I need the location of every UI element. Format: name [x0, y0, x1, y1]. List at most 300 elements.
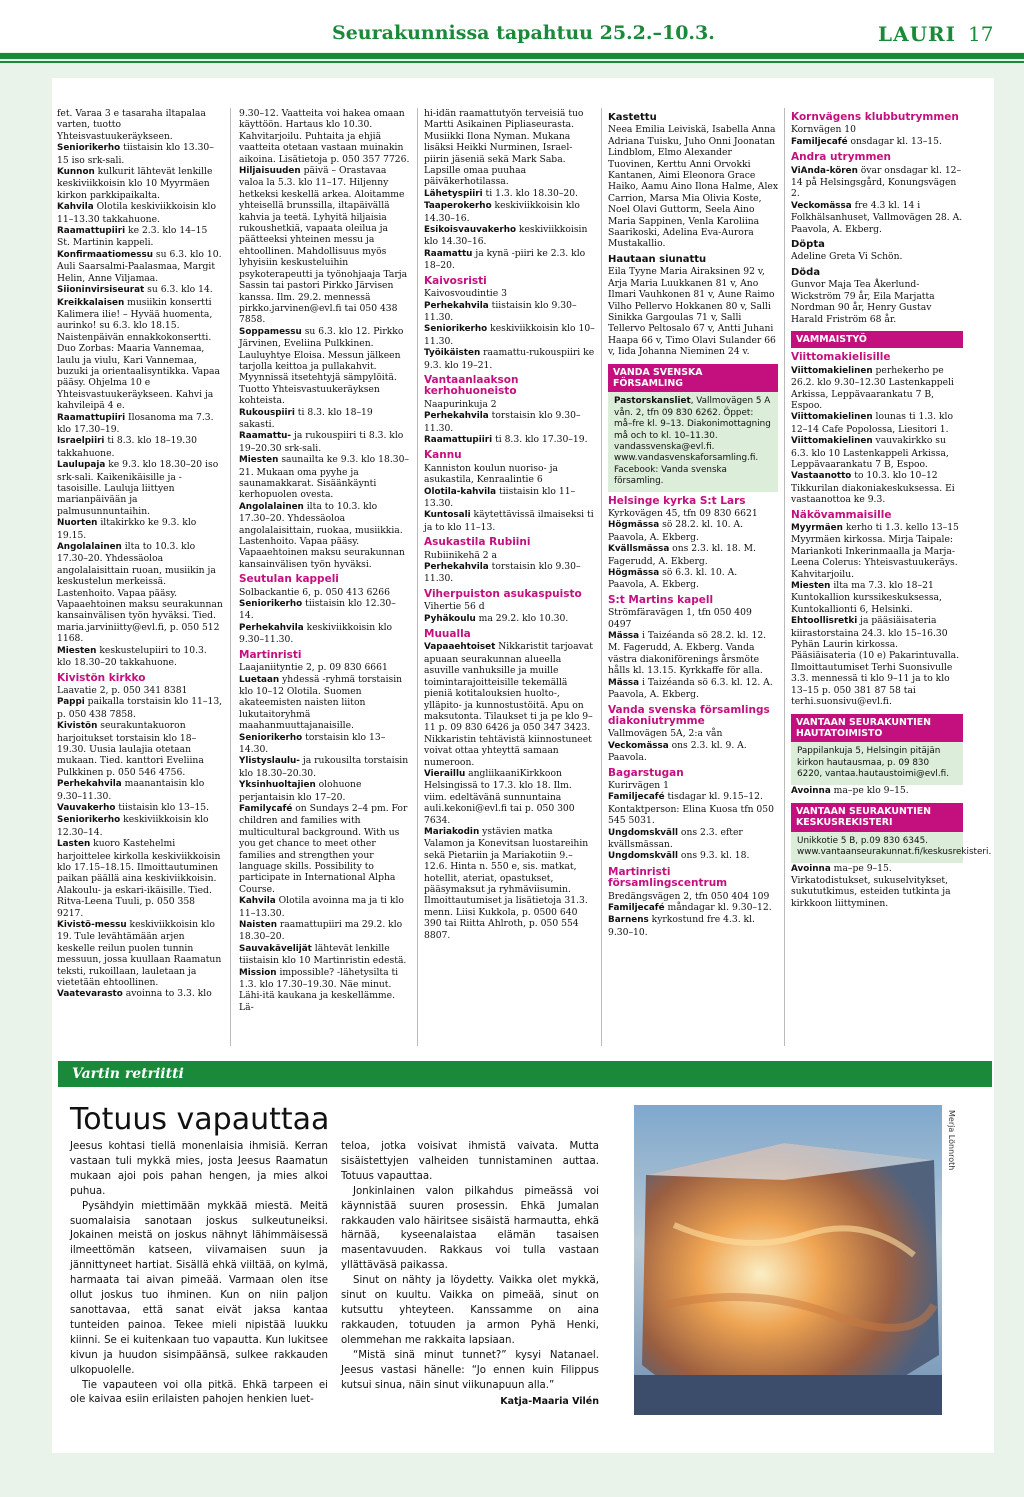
listing-lead: Laulupaja	[57, 460, 106, 471]
listing-text: sö 6.3. kl. 10. A. Paavola, A. Ekberg.	[608, 567, 738, 591]
section-heading: Kaivosristi	[424, 274, 487, 287]
column-divider	[230, 108, 231, 1046]
listing-text: tiistaisin klo 13.30–15 iso srk-sali.	[57, 142, 214, 166]
listing-text: lounas ti 1.3. klo 12–14 Cafe Popolossa, Liesitori 1.	[791, 411, 953, 435]
listing-text: perhekerho pe 26.2. klo 9.30–12.30 Lastenkappeli Arkissa, Leppävaarankatu 7 B, Espoo.	[791, 364, 954, 411]
listing-lead: Seniorikerho	[57, 815, 121, 826]
listing-text: on Sundays 2–4 pm. For children and families with multicultural background. With us you get chance to meet other families and strengthen your language skills. Possibility to participate in International Alpha Course.	[239, 802, 408, 895]
listing-text: lähtevät lenkille tiistaisin klo 10 Martinristin edestä.	[239, 942, 407, 967]
listing-lead: Perhekahvila	[424, 562, 489, 573]
listing-entry	[239, 779, 410, 803]
listing-lead: Pyhäkoulu	[424, 613, 476, 624]
listing-lead: Familjecafé	[608, 903, 665, 913]
listing-entry	[57, 142, 223, 166]
listing-lead: Perhekahvila	[424, 300, 489, 311]
listing-text: ma 29.2. klo 10.30.	[475, 612, 569, 624]
keskusrekisteri-open-label: Avoinna	[791, 863, 831, 874]
listing-entry	[57, 108, 223, 142]
listing-lead: Mission	[239, 967, 277, 978]
listing-entry	[57, 284, 223, 296]
listing-text: hi-idän raamattutyön terveisiä tuo Martti Asikainen Pipliaseurasta. Musiikki Ilona Nyman. Mukana lisäksi Heikki Nurminen, Israel-piirin jäseniä sekä Mark Saba. Lapsille omaa puuhaa päiväkerhotilassa.	[424, 108, 584, 188]
listing-lead: Vapaaehtoiset	[424, 642, 496, 653]
listing-entry	[57, 435, 223, 459]
kastettu-list: Neea Emilia Leiviskä, Isabella Anna Adriana Tuisku, Juho Onni Joonatan Lindblom, Elmo Alexander Tuovinen, Kerttu Anni Orvokki Kantanen, Aimi Eleonora Grace Haiko, Aamu Aino Ilona Halme, Alex Carrion, Marsa Mia Olivia Koste, Noel Olavi Guttorm, Seela Aino Maria Sappinen, Venla Karoliina Saarikoski, Adelina Eva-Aurora Mustakallio.	[608, 124, 778, 250]
listing-lead: Soppamessu	[239, 326, 302, 337]
page-header	[0, 0, 1024, 52]
listing-lead: Viittomakielinen	[791, 436, 873, 447]
listing-text: ja pääsiäisateria kiirastorstaina 24.3. klo 15–16.30 Pyhän Laurin kirkossa. Pääsiäisateria (10 e) Pakarintuvalla. Ilmoittautumiset Terhi Suonsivulle 3.3. mennessä ti klo 9–11 ja to klo 13–15 p. 050 381 87 58 tai terhi.suonsivu@evl.fi.	[791, 615, 960, 708]
hautatoimisto-open-label: Avoinna	[791, 785, 831, 796]
listing-entry	[608, 827, 778, 851]
listing-text: Naapurinkuja 2	[424, 398, 497, 410]
listing-entry	[791, 251, 963, 262]
listing-text: keskiviikkoisin klo 9.30–11.30.	[239, 621, 393, 646]
listing-entry	[57, 696, 223, 720]
listing-text: musiikin konsertti Kalimera ilie! – Hyvää huomenta, aurinko! su 6.3. klo 18.15. Naistenpäivän ennakkokonsertti. Duo Zorbas: Maaria Vannemaa, laulu ja viulu, Kari Vannemaa, buzuki ja orientaalisyntikka. Vapaa pääsy. Ohjelma 10 e Yhteisvastuukeräykseen. Kahvi ja kahvileipä 4 e.	[57, 296, 220, 412]
listing-text: måndagar kl. 9.30–12.	[664, 902, 772, 913]
listing-entry	[424, 509, 595, 533]
listing-text: ilta to 10.3. klo 17.30–20. Yhdessäoloa angolalaisittain, ruokaa, musiikkia. Lastenhoito. Vapaa pääsy. Vapaaehtoinen maksu seurakunnan kansainvälisen työn hyväksi.	[239, 500, 405, 570]
listing-lead: Ungdomskväll	[608, 827, 678, 838]
listing-lead: Vaatevarasto	[57, 989, 123, 1000]
listing-text: ons 2.3. kl. 18. M. Fagerudd, A. Ekberg.	[608, 543, 756, 567]
listing-text: Laajaniityntie 2, p. 09 830 6661	[239, 662, 388, 674]
listing-entry	[791, 136, 963, 148]
listing-lead: Ylistyslaulu-	[239, 756, 300, 767]
listing-lead: Högmässa	[608, 520, 660, 531]
keskusrekisteri-open-text: ma–pe 9–15. Virkatodistukset, sukuselvitykset, sukututkimus, esteiden tutkinta ja kirkkoon liittyminen.	[791, 862, 951, 909]
section-heading: Seutulan kappeli	[239, 573, 339, 586]
listing-entry	[791, 165, 963, 200]
listing-text: tiistaisin klo 9.30–11.30.	[424, 299, 577, 323]
listing-text: sö 28.2. kl. 10. A. Paavola, A. Ekberg.	[608, 519, 744, 543]
listing-lead: Kuntosali	[424, 510, 471, 521]
listing-lead: Seniorikerho	[239, 732, 303, 743]
listing-text: su 6.3. klo 14.	[144, 284, 213, 296]
listing-lead: Seniorikerho	[424, 324, 488, 335]
listing-entry	[424, 434, 595, 446]
article-paragraph: Sinut on nähty ja löydetty. Vaikka olet mykkä, sinut on kuultu. Vaikka on pimeää, sinut on kutsuttu yhteyteen. Kanssamme on aina rakkauden, totuuden ja armon Pyhä Henki, olemmehan me rakkaita lapsiaan.	[341, 1275, 599, 1346]
listing-entry	[424, 323, 595, 347]
section-heading: Martinristi	[239, 648, 302, 661]
listing-entry	[239, 803, 410, 895]
listing-text: tisdagar kl. 9.15–12. Kontaktperson: Elina Kuosa tfn 050 545 5031.	[608, 791, 774, 827]
section-heading: Viittomakielisille	[791, 351, 891, 364]
listing-entry	[608, 567, 778, 591]
listing-lead: Lasten	[57, 839, 91, 850]
listing-lead: Kreikkalaisen	[57, 297, 125, 308]
listing-entry	[608, 677, 778, 701]
listing-text: keskiviikkoisin klo 12.30–14.	[57, 814, 209, 838]
listing-text: Ilosanoma ma 7.3. klo 17.30–19.	[57, 411, 214, 435]
listing-text: Vihertie 56 d	[424, 601, 485, 613]
listing-lead: Ungdomskväll	[608, 851, 678, 862]
listing-lead: Mässa	[608, 631, 640, 642]
listing-entry	[239, 732, 410, 756]
listing-entry	[239, 587, 410, 598]
listing-text: avoinna to 3.3. klo	[122, 988, 212, 1000]
listing-text: keskustelupiiri to 10.3. klo 18.30–20 takkahuone.	[57, 644, 207, 669]
listing-lead: Familycafé	[239, 803, 293, 814]
listing-text: käytettävissä ilmaiseksi ti ja to klo 11–13.	[424, 509, 594, 533]
listing-text: ke 9.3. klo 18.30–20 iso srk-sali. Kaikenikäisille ja -tasoisille. Lauluja liittyen marianpäivään ja palmusunnuntaihin.	[57, 459, 219, 517]
listing-lead: Pappi	[57, 697, 85, 708]
listing-entry	[424, 347, 595, 371]
subheading: Döpta	[791, 239, 825, 251]
header-rule	[0, 53, 1024, 59]
section-heading: Vantaanlaakson kerhohuoneisto	[424, 373, 519, 398]
listing-entry	[608, 519, 778, 543]
listing-text: Kurirvägen 1	[608, 779, 669, 791]
listing-entry	[791, 200, 963, 235]
listing-entry	[608, 891, 778, 902]
listing-entry	[239, 943, 410, 967]
svenska-box-text: , Vallmovägen 5 A vån. 2, tfn 09 830 6262. Öppet: må–fre kl. 9–13. Diakonimottagning må och to kl. 10–11.30. vandassvenska@evl.fi. www.vandasvenskaforsamling.fi. Facebook: Vanda svenska församling.	[614, 396, 771, 487]
section-heading: Kornvägens klubbutrymmen	[791, 111, 959, 123]
listing-column-4	[608, 108, 778, 938]
listing-lead: Perhekahvila	[239, 622, 304, 633]
listing-lead: Israelpiiri	[57, 436, 105, 447]
listing-lead: Kvällsmässa	[608, 544, 670, 555]
listing-entry	[424, 768, 595, 826]
listing-lead: Naisten	[239, 920, 277, 931]
listing-entry	[608, 914, 778, 938]
section-heading: Vanda svenska församlings diakoniutrymme	[608, 703, 770, 727]
listing-lead: Vieraillu	[424, 768, 466, 779]
listing-text: Solbackantie 6, p. 050 413 6266	[239, 586, 390, 598]
listing-lead: Rukouspiiri	[239, 407, 295, 418]
listing-text: ti 8.3. klo 17.30–19.	[492, 433, 588, 445]
hautatoimisto-open-text: ma–pe klo 9–15.	[830, 784, 909, 796]
listing-entry	[57, 814, 223, 838]
listing-text: ti 8.3. klo 18–19.30 takkahuone.	[57, 435, 197, 459]
page-number: 17	[968, 22, 994, 46]
listing-entry	[791, 365, 963, 412]
hautaan-heading: Hautaan siunattu	[608, 253, 707, 265]
listing-text: Nikkaristit tarjoavat apuaan seurakunnan alueella asuville vanhuksille ja muille toimintarajoitteisille tekemällä pieniä kotitalouksien huolto-, ylläpito- ja kunnostustöitä. Apu on maksutonta. Tilaukset ti ja pe klo 9–11 p. 09 830 6426 ja 050 347 3423. Nikkaristin tehtävistä kiinnostuneet voivat ottaa yhteyttä samaan numeroon.	[424, 641, 593, 768]
listing-lead: Olotila-kahvila	[424, 486, 497, 497]
listing-column-1	[57, 108, 223, 1001]
listing-entry	[608, 791, 778, 826]
article-column-1	[70, 1140, 328, 1408]
listing-text: raamattupiiri ma 29.2. klo 18.30–20.	[239, 919, 403, 943]
listing-entry	[424, 288, 595, 299]
listing-lead: Veckomässa	[791, 200, 852, 211]
listing-entry	[239, 919, 410, 943]
listing-text: angliikaaniKirkkoon Helsingissä to 17.3. klo 18. Ilm. viim. edeltävänä sunnuntaina auli.kekoni@evl.fi tai p. 050 300 7634.	[424, 767, 575, 826]
listing-entry	[608, 607, 778, 630]
listing-entry	[608, 850, 778, 862]
listing-entry	[608, 902, 778, 914]
listing-entry	[57, 201, 223, 225]
listing-lead: Kivistö-messu	[57, 920, 127, 931]
svenska-listings	[608, 496, 778, 939]
listing-entry	[791, 615, 963, 707]
listing-lead: Miesten	[791, 581, 831, 592]
listing-entry	[424, 224, 595, 248]
photo-credit-text: Merja Lönnroth	[947, 1110, 956, 1171]
listing-text: kerho ti 1.3. kello 13–15 Myyrmäen kirkossa. Mirja Taipale: Mariankoti Inkerinmaalla ja Marja-Leena Colerus: Yhteisvastuukeräys. Kahvitarjoilu.	[791, 522, 959, 580]
listing-text: kyrkostund fre 4.3. kl. 9.30–10.	[608, 914, 755, 938]
listing-text: raamattu-rukouspiiri ke 9.3. klo 19–21.	[424, 347, 595, 371]
listing-entry	[424, 613, 595, 625]
keskusrekisteri-box: Unikkotie 5 B, p.09 830 6345. www.vantaanseurakunnat.fi/keskusrekisteri.	[791, 832, 963, 863]
listing-entry	[57, 685, 223, 696]
listing-text: vauvakirkko su 6.3. klo 10 Lastenkappeli Arkissa, Leppävaarankatu 7 B, Espoo.	[791, 435, 949, 470]
listing-lead: Lähetyspiiri	[424, 188, 483, 199]
listing-lead: Angolalainen	[239, 501, 304, 512]
subheading: Döda	[791, 266, 821, 278]
listing-entry	[424, 200, 595, 224]
listing-text: ja rukouspiiri ti 8.3. klo 19–20.30 srk-sali.	[239, 430, 404, 454]
listing-text: Olotila avoinna ma ja ti klo 11–13.30.	[239, 895, 404, 919]
listing-lead: Angolalainen	[57, 542, 122, 553]
listing-lead: Ehtoollisretki	[791, 616, 858, 627]
listing-lead: Perhekahvila	[57, 779, 122, 790]
listing-lead: Esikoisvauvakerho	[424, 225, 516, 236]
listing-text: ja kynä -piiri ke 2.3. klo 18–20.	[424, 247, 586, 272]
listing-entry	[57, 297, 223, 412]
listing-text: Gunvor Maja Tea Åkerlund-Wickström 79 år, Eila Marjatta Nordman 90 år, Henry Gustav Harald Friström 68 år.	[791, 279, 935, 325]
listing-entry	[57, 838, 223, 919]
listing-text: ti 1.3. klo 18.30–20.	[482, 187, 579, 199]
kastettu-heading: Kastettu	[608, 112, 657, 123]
listing-text: ons 9.3. kl. 18.	[678, 850, 750, 862]
listing-entry	[57, 225, 223, 249]
listing-entry	[608, 740, 778, 764]
listing-text: Bredängsvägen 2, tfn 050 404 109	[608, 890, 770, 902]
article-paragraph: Jeesus kohtasi tiellä monenlaisia ihmisiä. Kerran vastaan tuli mykkä mies, josta Jeesus Raamatun mukaan ajoi pois pahan hengen, ja mies alkoi puhua.	[70, 1141, 328, 1197]
brand-logo: LAURI	[878, 22, 956, 46]
listing-entry	[791, 124, 963, 135]
article-title: Totuus vapauttaa	[70, 1102, 330, 1137]
listing-text: keskiviikkoisin klo 10–11.30.	[424, 323, 595, 347]
svenska-box-heading: VANDA SVENSKA FÖRSAMLING	[608, 364, 778, 393]
listing-entry	[57, 919, 223, 988]
section-heading: Muualla	[424, 628, 471, 641]
listing-entry	[57, 720, 223, 778]
listing-entry	[791, 470, 963, 505]
vammaistyo-heading: VAMMAISTYÖ	[791, 331, 963, 348]
section-heading: Helsinge kyrka S:t Lars	[608, 494, 746, 507]
listing-entry	[424, 248, 595, 272]
keskusrekisteri-heading: VANTAAN SEURAKUNTIEN KESKUSREKISTERI	[791, 803, 963, 832]
listing-text: iltakirkko ke 9.3. klo 19.15.	[57, 517, 197, 541]
listing-entry	[239, 967, 410, 1014]
listing-entry	[791, 522, 963, 580]
listing-text: impossible? -lähetysilta ti 1.3. klo 17.30–19.30. Näe minut. Lähi-itä kaukana ja keskellämme. Lä-	[239, 966, 399, 1013]
listing-text: Kornvägen 10	[791, 124, 856, 136]
listing-lead: Familjecafé	[791, 136, 848, 147]
listing-text: fet. Varaa 3 e tasaraha iltapalaa varten, tuotto Yhteisvastuukeräykseen.	[57, 108, 206, 142]
section-banner-title: Vartin retriitti	[72, 1066, 184, 1082]
listing-lead: Siioninvirsiseurat	[57, 285, 145, 296]
hautatoimisto-heading: VANTAAN SEURAKUNTIEN HAUTATOIMISTO	[791, 714, 963, 743]
listing-lead: Familjecafé	[608, 792, 665, 803]
listing-entry	[424, 300, 595, 324]
listing-lead: Taaperokerho	[424, 201, 492, 212]
listing-entry	[239, 108, 410, 165]
vammaistyo-listings	[791, 352, 963, 707]
listing-text: seurakuntakuoron harjoitukset torstaisin klo 18–19.30. Uusia laulajia otetaan mukaan. Tied. kanttori Eveliina Pulkkinen p. 050 546 4756.	[57, 720, 204, 778]
listing-entry	[239, 622, 410, 646]
listing-text: Kaivosvoudintie 3	[424, 288, 507, 300]
listing-entry	[57, 249, 223, 284]
listing-entry	[239, 501, 410, 570]
listing-entry	[239, 755, 410, 779]
article-byline: Katja-Maaria Vilén	[500, 1396, 599, 1408]
listing-lead: Raamattu	[424, 248, 473, 259]
listing-column-5	[791, 108, 992, 909]
listing-lead: Barnens	[608, 915, 649, 926]
listing-entry	[791, 435, 963, 470]
column-divider	[601, 108, 602, 1046]
listing-entry	[239, 662, 410, 673]
ice-sunset-photo	[634, 1105, 942, 1415]
listing-entry	[57, 166, 223, 201]
section-heading: Martinristi församlingscentrum	[608, 865, 728, 890]
column-divider	[784, 108, 785, 1046]
listing-text: keskiviikkoisin klo 14.30–16.	[424, 200, 580, 224]
section-heading: Andra utrymmen	[791, 151, 892, 164]
listing-text: ilta to 10.3. klo 17.30–20. Yhdessäoloa angolalaisittain ruoan, musiikin ja keskustelun merkeissä. Lastenhoito. Vapaa pääsy. Vapaaehtoinen maksu seurakunnan kansainvälisen työn hyväksi. Tied. maria.jarviniitty@evl.fi, p. 050 512 1168.	[57, 541, 223, 645]
listing-entry	[57, 988, 223, 1000]
listing-text: Olotila keskiviikkoisin klo 11–13.30 takkahuone.	[57, 201, 217, 225]
listing-lead: Mässa	[608, 677, 640, 688]
listing-entry	[424, 410, 595, 434]
listing-entry	[608, 630, 778, 677]
listing-lead: Veckomässa	[608, 740, 669, 751]
listing-text: keskiviikkoisin klo 19. Tule levähtämään arjen keskelle reilun puolen tunnin messuun, jossa kuullaan Raamatun teksti, rukoillaan, lauletaan ja vietetään ehtoollinen.	[57, 919, 222, 989]
listing-text: fre 4.3 kl. 14 i Folkhälsanhuset, Vallmovägen 28. A. Paavola, A. Ekberg.	[791, 199, 963, 235]
svenska-info-box	[608, 392, 778, 491]
listing-text: Adeline Greta Vi Schön.	[791, 251, 903, 263]
article-paragraph: Tie vapauteen voi olla pitkä. Ehkä tarpeen ei ole kaivaa esiin erilaisten pahojen henkien luet-	[70, 1379, 328, 1406]
listing-entry	[424, 463, 595, 486]
listing-entry	[424, 486, 595, 510]
listing-lead: Kahvila	[239, 896, 276, 907]
listing-text: to 10.3. klo 10–12 Tikkurilan diakoniakeskuksessa. Ei vastaanottoa ke 9.3.	[791, 470, 955, 506]
section-heading: Bagarstugan	[608, 766, 684, 779]
listing-entry	[57, 517, 223, 541]
listing-text: kuoro Kastehelmi harjoittelee kirkolla keskiviikkoisin klo 17.15–18.15. Ilmoittautuminen paikan päällä aina keskiviikkoisin. Alakoulu- ja eskari-ikäisille. Tied. Ritva-Leena Tuuli, p. 050 358 9217.	[57, 838, 221, 919]
listing-text: keskiviikkoisin klo 14.30–16.	[424, 224, 588, 248]
listing-text: 9.30–12. Vaatteita voi hakea omaan käyttöön. Hartaus klo 10.30. Kahvitarjoilu. Puhtaita ja ehjiä vaatteita otetaan vastaan muinakin aikoina. Lisätietoja p. 050 357 7726.	[239, 108, 410, 165]
listing-lead: Högmässa	[608, 568, 660, 579]
listing-entry	[424, 601, 595, 612]
listing-entry	[57, 412, 223, 436]
section-banner	[58, 1061, 992, 1087]
listing-entry	[424, 399, 595, 410]
listing-text: Vallmovägen 5A, 2:a vån	[608, 728, 723, 740]
listing-lead: Seniorikerho	[239, 599, 303, 610]
listing-lead: Raamattu-	[239, 431, 292, 442]
listing-lead: Seniorikerho	[57, 143, 121, 154]
listing-text: tiistaisin klo 13–15.	[115, 801, 210, 813]
listing-entry	[239, 430, 410, 454]
listing-text: olohuone perjantaisin klo 17–20.	[239, 779, 362, 803]
header-tagline: Seurakunnissa tapahtuu 25.2.–10.3.	[332, 22, 715, 44]
listing-text: tiistaisin klo 12.30–14.	[239, 598, 396, 622]
column-divider	[417, 108, 418, 1046]
listing-lead: Vastaanotto	[791, 471, 852, 482]
listing-lead: Konfirmaatiomessu	[57, 249, 153, 260]
svenska-box-lead: Pastorskansliet	[614, 396, 691, 407]
article-paragraph: “Mistä sinä minut tunnet?” kysyi Natanael. Jeesus vastasi hänelle: “Jo ennen kuin Filippus kutsui sinua, näin sinut viikunapuun alla.”	[341, 1349, 599, 1391]
listing-lead: Kahvila	[57, 202, 94, 213]
section-heading: Asukastila Rubiini	[424, 536, 531, 549]
listing-entry	[239, 895, 410, 919]
listing-lead: Kunnon	[57, 167, 95, 178]
listing-lead: Raamattupiiri	[424, 434, 493, 445]
listing-text: torstaisin klo 13–14.30.	[239, 731, 386, 755]
listing-entry	[424, 826, 595, 941]
section-heading: Näkövammaisille	[791, 508, 892, 521]
listing-text: ke 2.3. klo 14–15 St. Martinin kappeli.	[57, 225, 208, 249]
listing-lead: Nuorten	[57, 518, 98, 529]
listing-text: saunailta ke 9.3. klo 18.30–21. Mukaan oma pyyhe ja saunamakkarat. Sisäänkäynti kerhopuolen ovesta.	[239, 454, 410, 501]
section-heading: S:t Martins kapell	[608, 593, 714, 606]
listing-lead: Vauvakerho	[57, 802, 116, 813]
section-heading: Kannu	[424, 449, 462, 462]
listing-text: yhdessä -ryhmä torstaisin klo 10–12 Olotila. Suomen akateemisten naisten liiton lukutaitoryhmä maahanmuuttajanaisille.	[239, 673, 403, 732]
listing-column-3	[424, 108, 595, 941]
listing-entry	[791, 279, 963, 325]
article-paragraph: teloa, jotka voisivat ihmistä vaivata. Mutta sisäistettyjen valheiden tunnistaminen auttaa. Totuus vapauttaa.	[341, 1141, 599, 1182]
listing-entry	[424, 561, 595, 585]
section-heading: Kivistön kirkko	[57, 671, 146, 684]
hautatoimisto-box: Pappilankuja 5, Helsingin pitäjän kirkon hautausmaa, p. 09 830 6220, vantaa.hautaustoimi@evl.fi.	[791, 742, 963, 784]
listing-column-2	[239, 108, 410, 1013]
listing-entry	[791, 580, 963, 615]
listing-entry	[791, 411, 963, 435]
listing-text: ti 8.3. klo 18–19 sakasti.	[239, 406, 373, 430]
listing-lead: Raamattupiiri	[57, 412, 126, 423]
listing-text: kulkurit lähtevät lenkille keskiviikkoisin klo 10 Myyrmäen kirkon parkkipaikalta.	[57, 166, 213, 201]
article-paragraph: Pysähdyin miettimään mykkää miestä. Meitä suomalaisia sanotaan joskus sulkeutuneiksi. Jokainen meistä on joskus nähnyt lähimmäisessä ilmeettömän katseen, viivamaisen suun ja jännittyneet hartiat. Sisällä ehkä viiltää, on kylmä, harmaata tai aivan pimeää. Varmaan olen itse ollut joskus tuo ihminen. Kun on niin paljon sanottavaa, että sanat eivät jaksa kantaa tunteiden painoa. Tekee mieli nipistää luukku kiinni. Se ei kuitenkaan tuo vapautta. Kun lukitsee kivun ja huudon sisimpäänsä, sulkee rakkauden ulkopuolelle.	[70, 1200, 328, 1376]
listing-text: Kyrkovägen 45, tfn 09 830 6621	[608, 508, 758, 519]
listing-lead: Työikäisten	[424, 348, 481, 359]
listing-text: Strömfäravägen 1, tfn 050 409 0497	[608, 607, 752, 630]
listing-entry	[239, 407, 410, 431]
listing-entry	[424, 641, 595, 767]
listing-text: su 6.3. klo 10. Auli Saarsalmi-Paalasmaa, Margit Helin, Anne Viljamaa.	[57, 248, 222, 284]
listing-lead: Raamattupiiri	[57, 226, 126, 237]
listing-lead: Miesten	[239, 455, 279, 466]
listing-text: Kanniston koulun nuoriso- ja asukastila, Kenraalintie 6	[424, 462, 558, 486]
listing-entry	[239, 598, 410, 622]
listing-text: torstaisin klo 9.30–11.30.	[424, 561, 581, 585]
listing-lead: Mariakodin	[424, 826, 480, 837]
listing-lead: Myyrmäen	[791, 523, 843, 533]
listing-text: ystävien matka Valamon ja Konevitsan luostareihin sekä Pietariin ja Mariakotiin 9.–12.6. Hinta n. 550 e, sis. matkat, hotellit, ateriat, opastukset, pääsymaksut ja ryhmäviisumin. Ilmoittautumiset ja lisätietoja 31.3. menn. Liisi Kukkola, p. 0500 640 390 tai Riitta Ahlroth, p. 050 554 8807.	[424, 825, 589, 941]
listing-entry	[239, 454, 410, 501]
listing-lead: Perhekahvila	[424, 411, 489, 422]
listing-entry	[608, 780, 778, 791]
listing-text: övar onsdagar kl. 12–14 på Helsingsgård, Konungsvägen 2.	[791, 164, 962, 200]
listing-entry	[239, 674, 410, 732]
listing-text: Laavatie 2, p. 050 341 8381	[57, 684, 188, 696]
listing-text: Rubiinikehä 2 a	[424, 549, 498, 561]
listing-text: su 6.3. klo 12. Pirkko Järvinen, Eveliina Pulkkinen. Lauluyhtye Eloisa. Messun jälkeen tarjolla keittoa ja pullakahvit. Myynnissä itsetehtyjä sämpylöitä. Tuotto Yhteisvastuukeräyksen kohteista.	[239, 325, 404, 407]
listing-entry	[239, 165, 410, 326]
listing-text: paikalla torstaisin klo 11–13, p. 050 438 7858.	[57, 696, 223, 720]
listing-entry	[57, 778, 223, 802]
listing-entry	[424, 550, 595, 561]
hautaan-list: Eila Tyyne Maria Airaksinen 92 v, Arja Maria Luukkanen 81 v, Ano Ilmari Vauhkonen 81 v, Aune Raimo Vilho Pellervo Hokkanen 80 v, Salli Sinikka Gargoulas 71 v, Salli Tellervo Peltosalo 67 v, Antti Juhani Haapa 66 v, Timo Olavi Sulander 66 v, Iida Johanna Nieminen 24 v.	[608, 266, 776, 358]
listing-entry	[57, 802, 223, 814]
listing-entry	[424, 108, 595, 188]
